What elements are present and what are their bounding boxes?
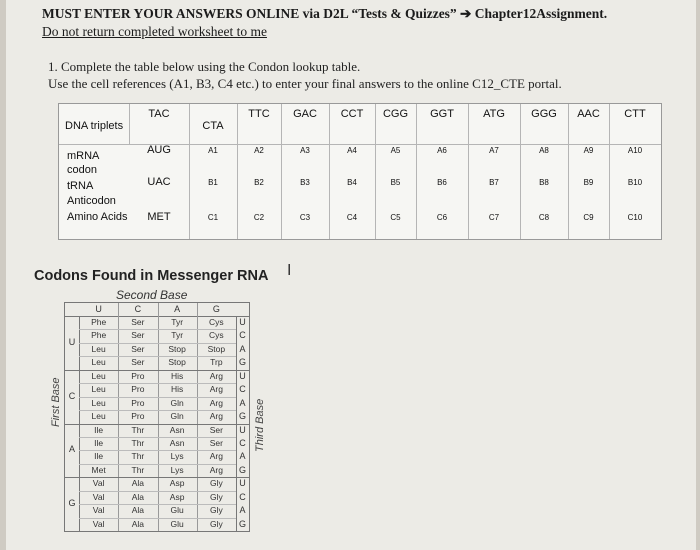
header <box>42 6 607 40</box>
amino-acid: Ala <box>131 478 145 489</box>
dna-cell: AAC <box>577 108 600 120</box>
third-base-a: A <box>239 397 246 408</box>
dna-cell: GGT <box>430 108 454 120</box>
amino-acid: Leu <box>91 397 106 408</box>
first-base-a: A <box>68 444 75 455</box>
trna-cell: B7 <box>489 178 499 187</box>
amino-acid: Ala <box>131 518 145 529</box>
third-base-u: U <box>239 370 246 381</box>
mrna-cell: A10 <box>627 146 643 155</box>
row-label-mrna: mRNA <box>67 150 100 162</box>
second-base-label: Second Base <box>116 288 188 302</box>
amino-acid: Thr <box>131 424 145 435</box>
first-base-label: First Base <box>50 377 62 427</box>
amino-acid: Lys <box>170 464 184 475</box>
amino-acid: Pro <box>131 370 145 381</box>
amino-acid: Trp <box>210 357 223 368</box>
amino-acid: Asn <box>169 424 185 435</box>
amino-acid: Ala <box>131 505 145 516</box>
amino-acid: Ile <box>94 437 104 448</box>
amino-acid: Glu <box>170 518 184 529</box>
amino-acid: Thr <box>131 464 145 475</box>
mrna-cell: A8 <box>539 146 549 155</box>
second-base-a: A <box>174 304 181 314</box>
dna-cell: GAC <box>293 108 317 120</box>
aa-cell: MET <box>147 211 171 223</box>
amino-acid: Val <box>92 505 105 516</box>
question-1 <box>48 58 562 92</box>
aa-cell: C6 <box>436 213 448 222</box>
amino-acid: Phe <box>91 330 107 341</box>
third-base-u: U <box>239 424 246 435</box>
aa-cell: C1 <box>207 213 219 222</box>
row-label-amino-acids: Amino Acids <box>67 211 128 223</box>
amino-acid: Glu <box>170 505 184 516</box>
trna-cell: B3 <box>300 178 310 187</box>
third-base-c: C <box>239 330 246 341</box>
third-base-u: U <box>239 478 246 489</box>
amino-acid: Arg <box>209 384 223 395</box>
amino-acid: Gly <box>210 491 223 502</box>
third-base-g: G <box>238 464 246 475</box>
amino-acid: Leu <box>91 384 106 395</box>
amino-acid: Met <box>91 464 106 475</box>
aa-cell: C10 <box>627 213 643 222</box>
instruction-subheading: Do not return completed worksheet to me <box>42 24 267 39</box>
third-base-a: A <box>239 505 246 516</box>
third-base-a: A <box>239 451 246 462</box>
aa-cell: C8 <box>538 213 550 222</box>
dna-cell: CTT <box>624 108 646 120</box>
mrna-cell: A7 <box>489 146 499 155</box>
amino-acid: Ser <box>209 437 223 448</box>
amino-acid: His <box>170 384 184 395</box>
third-base-g: G <box>238 518 246 529</box>
amino-acid: Gly <box>210 518 223 529</box>
aa-cell: C3 <box>299 213 311 222</box>
amino-acid: Arg <box>209 411 223 422</box>
amino-acid: Leu <box>91 370 106 381</box>
mrna-cell: AUG <box>147 144 171 156</box>
dna-cell: CTA <box>202 120 224 132</box>
amino-acid: Thr <box>131 437 145 448</box>
mrna-cell: A6 <box>437 146 447 155</box>
row-label-codon: codon <box>67 164 97 176</box>
trna-cell: B6 <box>437 178 447 187</box>
first-base-c: C <box>68 390 76 401</box>
instruction-heading: MUST ENTER YOUR ANSWERS ONLINE via D2L “Tests & Quizzes” ➔ Chapter12Assignment. <box>42 6 608 21</box>
amino-acid: Lys <box>170 451 184 462</box>
second-base-u: U <box>95 304 102 314</box>
row-label-dna: DNA triplets <box>65 120 124 132</box>
second-base-c: C <box>134 304 142 314</box>
aa-cell: C7 <box>488 213 500 222</box>
codon-chart-title: Codons Found in Messenger RNA <box>34 268 269 284</box>
amino-acid: Tyr <box>171 330 184 341</box>
codon-chart-grid <box>64 302 250 532</box>
amino-acid: Gln <box>170 397 184 408</box>
amino-acid: Arg <box>209 464 223 475</box>
aa-cell: C5 <box>390 213 401 222</box>
third-base-c: C <box>239 491 246 502</box>
mrna-cell: A2 <box>254 146 264 155</box>
dna-cell: GGG <box>531 108 557 120</box>
amino-acid: Thr <box>131 451 145 462</box>
mrna-cell: A3 <box>300 146 310 155</box>
amino-acid: Stop <box>168 343 186 354</box>
amino-acid: Gly <box>210 505 223 516</box>
amino-acid: Leu <box>91 343 106 354</box>
third-base-g: G <box>238 357 246 368</box>
amino-acid: Phe <box>91 317 107 327</box>
amino-acid: Pro <box>131 411 145 422</box>
amino-acid: Ser <box>131 317 145 327</box>
amino-acid: His <box>170 370 184 381</box>
amino-acid: Asp <box>169 478 185 489</box>
amino-acid: Val <box>92 478 105 489</box>
third-base-label: Third Base <box>254 398 266 452</box>
amino-acid: Ser <box>131 343 145 354</box>
mrna-cell: A1 <box>208 146 218 155</box>
trna-cell: B5 <box>390 178 401 187</box>
aa-cell: C4 <box>346 213 358 222</box>
question-line-1: 1. Complete the table below using the Condon lookup table. <box>48 59 361 74</box>
row-label-anticodon: Anticodon <box>67 195 116 207</box>
dna-cell: ATG <box>483 108 505 120</box>
first-base-g: G <box>68 498 76 509</box>
amino-acid: Tyr <box>171 317 184 327</box>
trna-cell: B10 <box>627 178 643 187</box>
amino-acid: Ile <box>94 424 104 435</box>
amino-acid: Leu <box>91 357 106 368</box>
third-base-c: C <box>239 384 246 395</box>
amino-acid: Leu <box>91 411 106 422</box>
dna-cell: CCT <box>340 108 364 120</box>
dna-cell: CGG <box>382 108 409 120</box>
amino-acid: Ser <box>209 424 223 435</box>
text-cursor-icon: I <box>287 262 292 279</box>
amino-acid: Pro <box>131 384 145 395</box>
mrna-cell: A5 <box>390 146 401 155</box>
amino-acid: Gln <box>170 411 184 422</box>
amino-acid: Stop <box>168 357 186 368</box>
third-base-u: U <box>239 317 246 327</box>
amino-acid: Ser <box>131 330 145 341</box>
amino-acid: Gly <box>210 478 223 489</box>
trna-cell: B8 <box>539 178 549 187</box>
trna-cell: B1 <box>208 178 218 187</box>
dna-cell: TAC <box>148 108 170 120</box>
amino-acid: Ile <box>94 451 104 462</box>
amino-acid: Cys <box>209 330 224 341</box>
amino-acid: Ser <box>131 357 145 368</box>
trna-cell: UAC <box>147 176 171 188</box>
amino-acid: Arg <box>209 397 223 408</box>
aa-cell: C2 <box>253 213 265 222</box>
amino-acid: Ala <box>131 491 145 502</box>
amino-acid: Stop <box>207 343 226 354</box>
amino-acid: Val <box>92 518 105 529</box>
third-base-g: G <box>238 411 246 422</box>
amino-acid: Asn <box>169 437 185 448</box>
first-base-u: U <box>68 336 76 347</box>
amino-acid: Cys <box>209 317 224 327</box>
amino-acid: Arg <box>209 451 223 462</box>
amino-acid: Val <box>92 491 105 502</box>
second-base-g: G <box>212 304 220 314</box>
amino-acid: Asp <box>169 491 185 502</box>
third-base-c: C <box>239 437 246 448</box>
row-label-trna: tRNA <box>67 180 94 192</box>
trna-cell: B2 <box>254 178 264 187</box>
dna-cell: TTC <box>248 108 270 120</box>
trna-cell: B9 <box>583 178 594 187</box>
aa-cell: C9 <box>583 213 594 222</box>
amino-acid: Arg <box>209 370 223 381</box>
amino-acid: Pro <box>131 397 145 408</box>
codon-worksheet-table <box>58 103 662 240</box>
mrna-cell: A4 <box>347 146 357 155</box>
trna-cell: B4 <box>347 178 357 187</box>
third-base-a: A <box>239 343 246 354</box>
question-line-2: Use the cell references (A1, B3, C4 etc.) to enter your final answers to the online C12_CTE portal. <box>48 76 562 91</box>
mrna-cell: A9 <box>583 146 594 155</box>
